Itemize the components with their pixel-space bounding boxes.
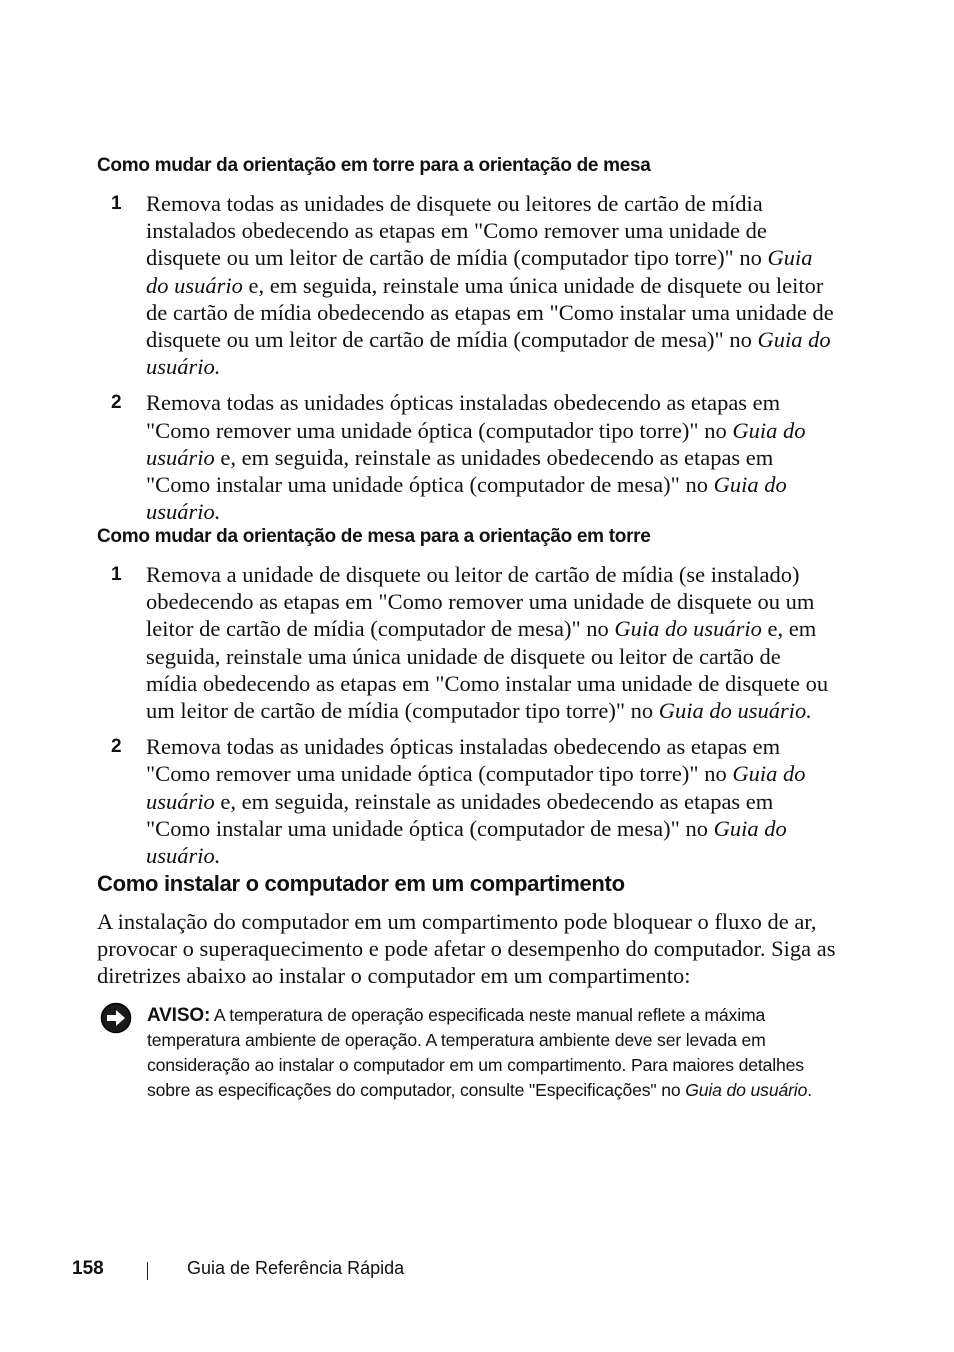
step-number: 1 [111,564,122,585]
list-item [97,561,837,724]
doc-reference: Guia do usuário [146,245,813,298]
notice-text [147,1003,827,1103]
notice-body: A temperatura de operação especificada neste manual reflete a máxima temperatura ambiente de operação. A temperatura ambiente deve ser levada em consideração ao instalar o computador em um compartimento. Para maiores detalhes sobre as especificações do computador, consulte "Especificações" no [147,1005,804,1100]
step-text: e, em seguida, reinstale as unidades obedecendo as etapas em "Como instalar uma unidade óptica (computador de mesa)" no [146,788,774,841]
doc-reference: Guia do usuário [146,417,806,470]
page-number: 158 [72,1258,104,1279]
step-text: Remova todas as unidades ópticas instaladas obedecendo as etapas em "Como remover uma unidade óptica (computador tipo torre)" no [146,390,781,443]
doc-reference: Guia do usuário. [658,698,812,724]
steps-list [97,561,837,869]
step-number: 1 [111,193,122,214]
step-number: 2 [111,736,122,758]
doc-reference: Guia do usuário. [146,472,787,525]
section-heading: Como mudar da orientação de mesa para a orientação em torre [97,526,651,547]
step-text: Remova todas as unidades de disquete ou leitores de cartão de mídia instalados obedecendo as etapas em "Como remover uma unidade de disquete ou um leitor de cartão de mídia (computador tipo torre)" no [146,191,768,271]
body-paragraph: A instalação do computador em um compartimento pode bloquear o fluxo de ar, provocar o superaquecimento e pode afetar o desempenho do computador. Siga as diretrizes abaixo ao instalar o computador em um compartimento: [97,909,836,989]
doc-reference: Guia do usuário [146,761,806,814]
section-title: Como instalar o computador em um compartimento [97,871,625,896]
section-heading: Como mudar da orientação em torre para a orientação de mesa [97,155,651,176]
step-text: e, em seguida, reinstale uma única unidade de disquete ou leitor de cartão de mídia obedecendo as etapas em "Como instalar uma unidade de disquete ou um leitor de cartão de mídia (computador tipo torre)" no [146,616,829,724]
step-text: e, em seguida, reinstale uma única unidade de disquete ou leitor de cartão de mídia obedecendo as etapas em "Como instalar uma unidade de disquete ou um leitor de cartão de mídia (computador de mesa)" no [146,272,834,353]
doc-reference: Guia do usuário [614,616,762,642]
footer-divider [147,1262,148,1280]
doc-reference: Guia do usuário. [146,327,831,380]
doc-reference: Guia do usuário [685,1080,808,1100]
step-text: e, em seguida, reinstale as unidades obedecendo as etapas em "Como instalar uma unidade óptica (computador de mesa)" no [146,444,774,498]
step-text: Remova todas as unidades ópticas instaladas obedecendo as etapas em "Como remover uma unidade óptica (computador tipo torre)" no [146,734,781,787]
list-item [97,190,837,380]
notice-arrow-icon [100,1002,132,1034]
list-item [97,389,837,525]
doc-reference: Guia do usuário. [146,815,787,869]
footer-title: Guia de Referência Rápida [187,1258,405,1278]
notice-end: . [807,1080,812,1100]
step-text: Remova a unidade de disquete ou leitor de cartão de mídia (se instalado) obedecendo as etapas em "Como remover uma unidade de disquete ou um leitor de cartão de mídia (computador de mesa)" no [146,562,815,642]
notice-label: AVISO: [147,1005,211,1026]
list-item [97,733,837,869]
step-number: 2 [111,392,122,414]
steps-list [97,190,837,525]
